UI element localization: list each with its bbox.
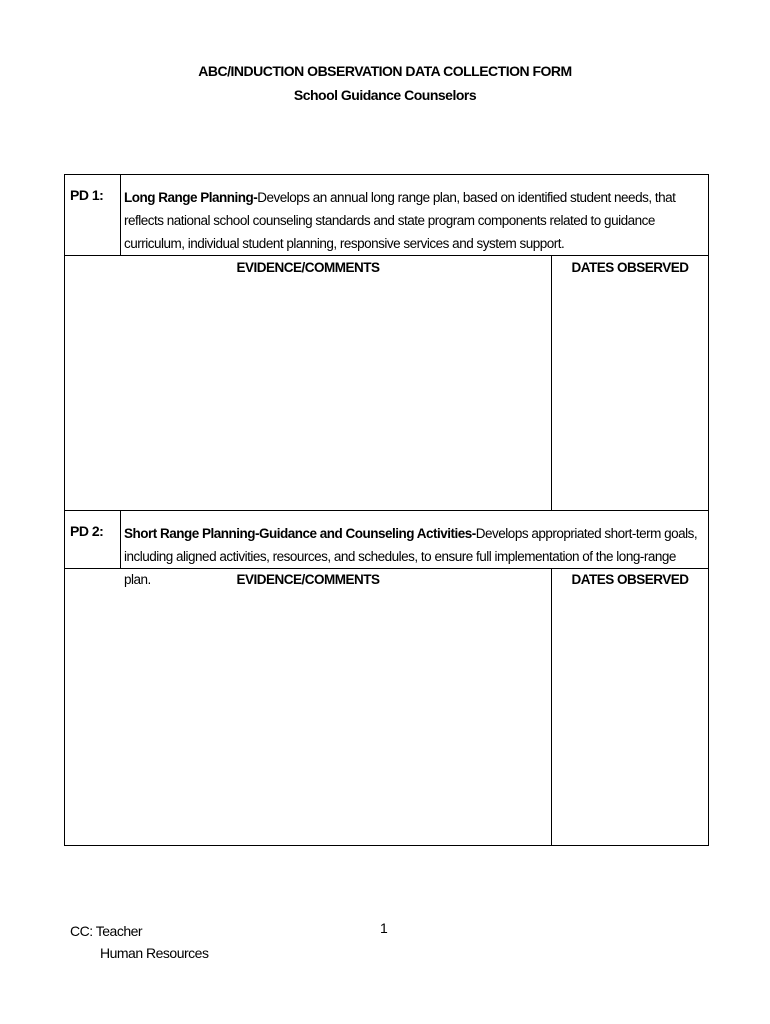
pd2-dates-header: DATES OBSERVED: [571, 572, 689, 587]
pd1-label: PD 1:: [70, 187, 104, 203]
page-number: 1: [380, 920, 388, 936]
pd1-description-text: Develops an annual long range plan, based on identified student needs, that reflects national school counseling standards and state program components related to guidance curriculum, individual student planning, responsive services and system support.: [124, 190, 676, 251]
form-title: ABC/INDUCTION OBSERVATION DATA COLLECTION FORM: [198, 63, 572, 79]
pd1-header-row: [65, 175, 708, 256]
pd1-description: [124, 186, 704, 255]
pd1-evidence-header: EVIDENCE/COMMENTS: [236, 260, 380, 275]
pd1-label-divider: [120, 175, 121, 255]
pd2-description-text: Develops appropriated short-term goals, including aligned activities, resources, and schedules, to ensure full implementation of the long-range plan.: [124, 526, 698, 587]
pd1-dates-header: DATES OBSERVED: [571, 260, 689, 275]
pd2-label: PD 2:: [70, 523, 104, 539]
pd2-column-divider: [551, 569, 552, 845]
pd2-label-divider: [120, 511, 121, 568]
footer-cc-line2: Human Resources: [100, 945, 209, 961]
footer-cc: [70, 920, 208, 964]
pd1-section: [64, 174, 709, 511]
pd1-heading: Long Range Planning-: [124, 190, 258, 205]
pd1-column-divider: [551, 256, 552, 510]
footer-cc-line1: CC: Teacher: [70, 923, 143, 939]
pd2-section: [64, 510, 709, 846]
pd2-heading: Short Range Planning-Guidance and Counseling Activities-: [124, 526, 476, 541]
form-subtitle: School Guidance Counselors: [293, 87, 477, 103]
pd2-evidence-header: EVIDENCE/COMMENTS: [236, 572, 380, 587]
